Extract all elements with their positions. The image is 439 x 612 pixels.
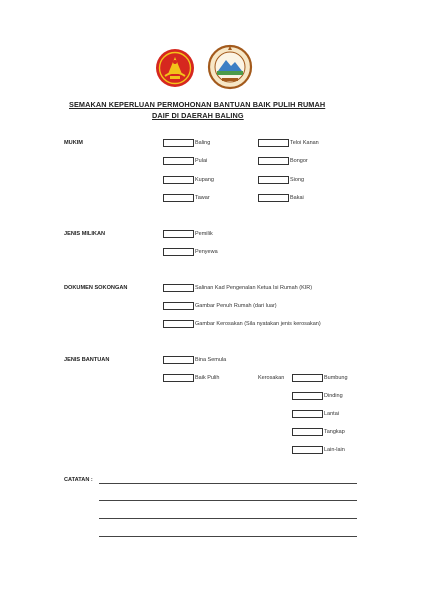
checkbox-lain-lain[interactable]: Lain-lain: [292, 445, 345, 455]
checkbox-box[interactable]: [163, 374, 194, 383]
checkbox-box[interactable]: [163, 320, 194, 329]
checkbox-mukim-pulai[interactable]: Pulai: [163, 156, 207, 166]
form-title-line2: DAIF DI DAERAH BALING: [152, 111, 244, 120]
checkbox-box[interactable]: [292, 428, 323, 437]
catatan-line-4[interactable]: [99, 536, 357, 537]
checkbox-box[interactable]: [163, 176, 194, 185]
checkbox-bina-semula[interactable]: Bina Semula: [163, 355, 226, 365]
kerosakan-label: Kerosakan: [258, 375, 285, 381]
checkbox-box[interactable]: [292, 446, 323, 455]
checkbox-mukim-bongor[interactable]: Bongor: [258, 156, 308, 166]
checkbox-mukim-baling[interactable]: Baling: [163, 138, 210, 148]
form-title-line1: SEMAKAN KEPERLUAN PERMOHONAN BANTUAN BAIK PULIH RUMAH: [69, 100, 326, 109]
checkbox-box[interactable]: [258, 157, 289, 166]
checkbox-box[interactable]: [163, 139, 194, 148]
checkbox-box[interactable]: [163, 356, 194, 365]
section-label-mukim: MUKIM: [64, 140, 83, 146]
catatan-line-3[interactable]: [99, 518, 357, 519]
checkbox-box[interactable]: [163, 248, 194, 257]
checkbox-box[interactable]: [163, 230, 194, 239]
checkbox-lantai[interactable]: Lantai: [292, 409, 339, 419]
checkbox-box[interactable]: [292, 392, 323, 401]
checkbox-box[interactable]: [163, 284, 194, 293]
checkbox-salinan-kad-pengenalan[interactable]: Salinan Kad Pengenalan Ketua Isi Rumah (KIR): [163, 283, 312, 293]
section-label-jenis-milikan: JENIS MILIKAN: [64, 231, 106, 237]
catatan-line-1[interactable]: [99, 483, 357, 484]
checkbox-mukim-teloi-kanan[interactable]: Teloi Kanan: [258, 138, 319, 148]
checkbox-gambar-penuh-rumah[interactable]: Gambar Penuh Rumah (dari luar): [163, 301, 277, 311]
checkbox-tangkap[interactable]: Tangkap: [292, 427, 345, 437]
checkbox-box[interactable]: [258, 176, 289, 185]
checkbox-baik-pulih[interactable]: Baik Pulih: [163, 373, 219, 383]
checkbox-bumbung[interactable]: Bumbung: [292, 373, 348, 383]
checkbox-mukim-kupang[interactable]: Kupang: [163, 175, 214, 185]
state-crest-logo: [154, 48, 196, 88]
district-council-emblem: [204, 44, 256, 90]
checkbox-box[interactable]: [292, 374, 323, 383]
section-label-dokumen-sokongan: DOKUMEN SOKONGAN: [64, 285, 128, 291]
checkbox-box[interactable]: [163, 302, 194, 311]
checkbox-penyewa[interactable]: Penyewa: [163, 247, 218, 257]
checkbox-box[interactable]: [258, 139, 289, 148]
checkbox-pemilik[interactable]: Pemilik: [163, 229, 213, 239]
catatan-line-2[interactable]: [99, 500, 357, 501]
checkbox-gambar-kerosakan[interactable]: Gambar Kerosakan (Sila nyatakan jenis kerosakan): [163, 319, 321, 329]
checkbox-mukim-siong[interactable]: Siong: [258, 175, 304, 185]
section-label-jenis-bantuan: JENIS BANTUAN: [64, 357, 110, 363]
checkbox-box[interactable]: [258, 194, 289, 203]
checkbox-box[interactable]: [292, 410, 323, 419]
checkbox-box[interactable]: [163, 194, 194, 203]
section-label-catatan: CATATAN :: [64, 477, 93, 483]
checkbox-dinding[interactable]: Dinding: [292, 391, 343, 401]
checkbox-box[interactable]: [163, 157, 194, 166]
checkbox-mukim-bakai[interactable]: Bakai: [258, 193, 304, 203]
checkbox-mukim-tawar[interactable]: Tawar: [163, 193, 210, 203]
